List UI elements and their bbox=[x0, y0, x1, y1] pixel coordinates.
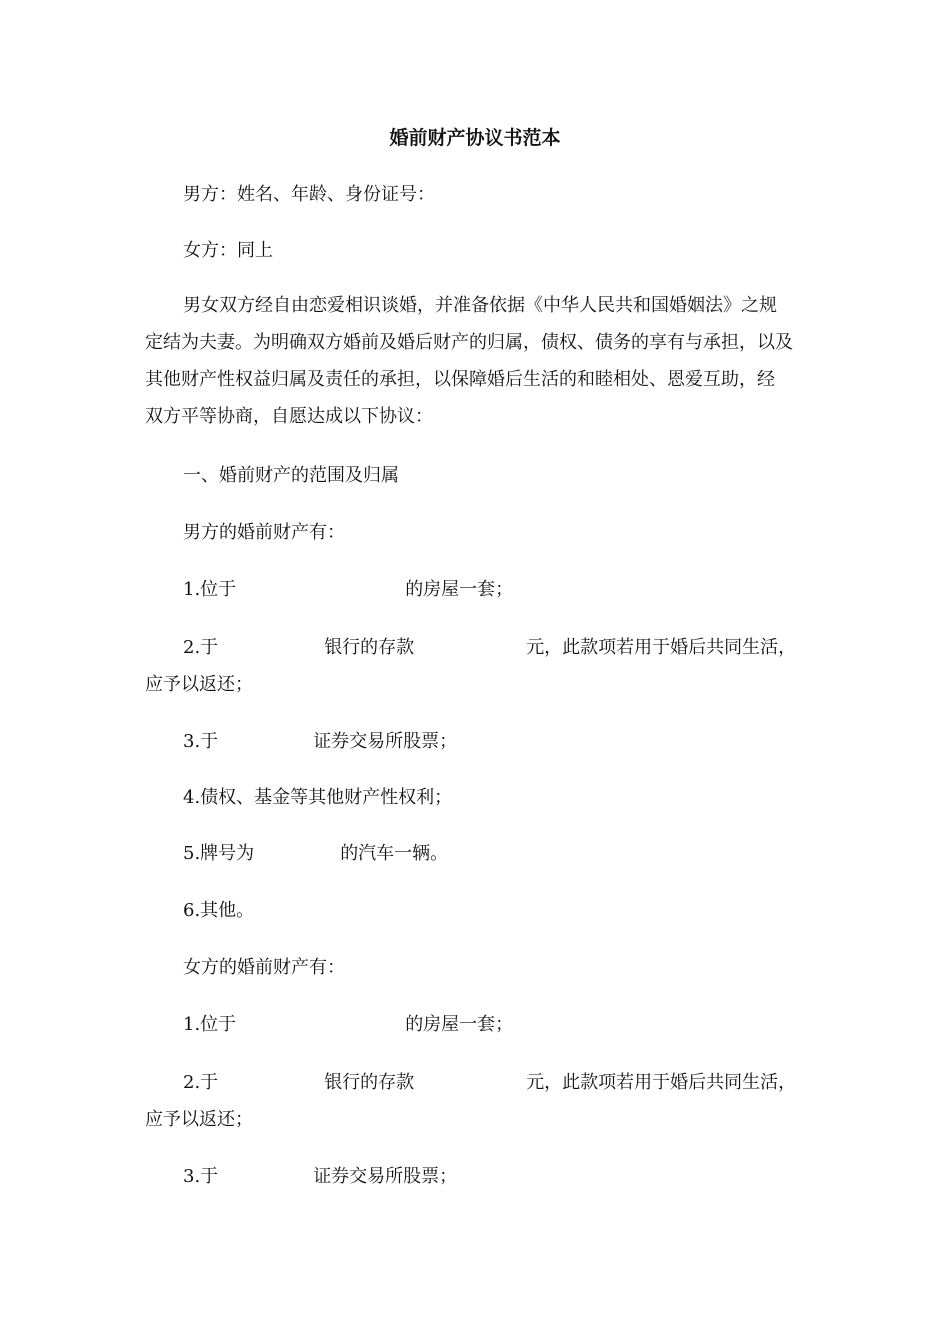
item-text: 的房屋一套； bbox=[405, 579, 514, 600]
item-text: 3.于 bbox=[183, 731, 219, 752]
female-property-heading: 女方的婚前财产有： bbox=[183, 957, 345, 978]
item-text: 证券交易所股票； bbox=[313, 1166, 458, 1187]
item-continuation: 应予以返还； bbox=[145, 674, 253, 695]
section1-heading: 一、婚前财产的范围及归属 bbox=[183, 465, 399, 486]
item-text: 元，此款项若用于婚后共同生活， bbox=[526, 1072, 797, 1093]
male-item-4: 4.债权、基金等其他财产性权利； bbox=[183, 787, 453, 808]
male-item-5 bbox=[183, 840, 448, 868]
item-text: 3.于 bbox=[183, 1166, 219, 1187]
male-item-2 bbox=[145, 629, 815, 703]
item-text: 证券交易所股票； bbox=[313, 731, 458, 752]
male-property-heading: 男方的婚前财产有： bbox=[183, 522, 345, 543]
male-item-3 bbox=[183, 728, 457, 756]
item-text: 2.于 bbox=[183, 1072, 219, 1093]
female-item-2 bbox=[145, 1064, 815, 1138]
item-text: 1.位于 bbox=[183, 1014, 237, 1035]
male-party-line: 男方：姓名、年龄、身份证号： bbox=[183, 184, 435, 205]
item-text: 元，此款项若用于婚后共同生活， bbox=[526, 637, 797, 658]
item-text: 银行的存款 bbox=[324, 1072, 415, 1093]
item-text: 2.于 bbox=[183, 637, 219, 658]
female-item-1 bbox=[183, 1011, 513, 1039]
intro-line: 男女双方经自由恋爱相识谈婚，并准备依据《中华人民共和国婚姻法》之规 bbox=[183, 295, 777, 316]
intro-line: 定结为夫妻。为明确双方婚前及婚后财产的归属，债权、债务的享有与承担，以及 bbox=[145, 332, 793, 353]
item-text: 银行的存款 bbox=[324, 637, 415, 658]
item-text: 1.位于 bbox=[183, 579, 237, 600]
female-item-3 bbox=[183, 1163, 457, 1191]
item-continuation: 应予以返还； bbox=[145, 1109, 253, 1130]
item-text: 5.牌号为 bbox=[183, 843, 255, 864]
item-text: 的汽车一辆。 bbox=[340, 843, 449, 864]
male-item-1 bbox=[183, 576, 513, 604]
intro-paragraph bbox=[145, 287, 815, 435]
intro-line: 其他财产性权益归属及责任的承担，以保障婚后生活的和睦相处、恩爱互助，经 bbox=[145, 369, 775, 390]
female-party-line: 女方：同上 bbox=[183, 240, 273, 261]
male-item-6: 6.其他。 bbox=[183, 900, 255, 921]
intro-line: 双方平等协商，自愿达成以下协议： bbox=[145, 406, 433, 427]
document-title: 婚前财产协议书范本 bbox=[389, 127, 561, 149]
item-text: 的房屋一套； bbox=[405, 1014, 514, 1035]
